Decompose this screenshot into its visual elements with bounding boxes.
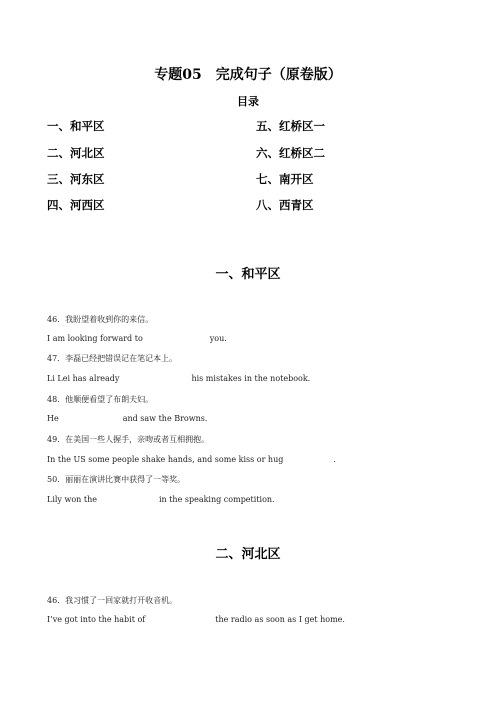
sentence-start: In the US some people shake hands, and some kiss or hug xyxy=(47,455,284,464)
question-text: 50．丽丽在演讲比赛中获得了一等奖。 xyxy=(47,475,186,484)
toc-item: 三、河东区 xyxy=(47,172,105,186)
sentence-end: and saw the Browns. xyxy=(122,414,208,423)
toc-item: 八、西青区 xyxy=(256,198,314,212)
sentence-start: Lily won the xyxy=(47,495,97,504)
sentence-start: Li Lei has already xyxy=(47,374,120,383)
sentence-start: I’ve got into the habit of xyxy=(47,615,146,624)
question-text: 48．他顺便看望了布朗夫妇。 xyxy=(47,395,154,404)
sentence-end: in the speaking competition. xyxy=(158,495,275,504)
sentence-start: He xyxy=(47,414,59,423)
toc-item: 一、和平区 xyxy=(47,119,105,133)
answer-sentence xyxy=(47,334,227,343)
answer-sentence xyxy=(47,374,310,383)
section-heading: 一、和平区 xyxy=(215,267,281,282)
toc-item: 四、河西区 xyxy=(47,198,105,212)
answer-sentence xyxy=(47,455,336,464)
sentence-end: his mistakes in the notebook. xyxy=(191,374,311,383)
answer-sentence xyxy=(47,414,207,423)
question-text: 46．我习惯了一回家就打开收音机。 xyxy=(47,596,178,605)
question-text: 47．李磊已经把错误记在笔记本上。 xyxy=(47,354,178,363)
toc-heading: 目录 xyxy=(237,95,259,108)
sentence-end: you. xyxy=(209,334,227,343)
sentence-start: I am looking forward to xyxy=(47,334,143,343)
sentence-end: . xyxy=(333,455,336,464)
sentence-end: the radio as soon as I get home. xyxy=(215,615,345,624)
answer-sentence xyxy=(47,615,345,624)
answer-sentence xyxy=(47,495,275,504)
question-text: 49．在美国一些人握手，亲吻或者互相拥抱。 xyxy=(47,435,210,444)
toc-item: 五、红桥区一 xyxy=(256,119,325,133)
toc-item: 七、南开区 xyxy=(256,172,314,186)
toc-item: 二、河北区 xyxy=(47,146,105,160)
question-text: 46．我盼望着收到你的来信。 xyxy=(47,315,154,324)
toc-item: 六、红桥区二 xyxy=(256,146,325,160)
section-heading: 二、河北区 xyxy=(215,547,281,562)
document-title: 专题05 完成句子（原卷版） xyxy=(154,67,342,83)
